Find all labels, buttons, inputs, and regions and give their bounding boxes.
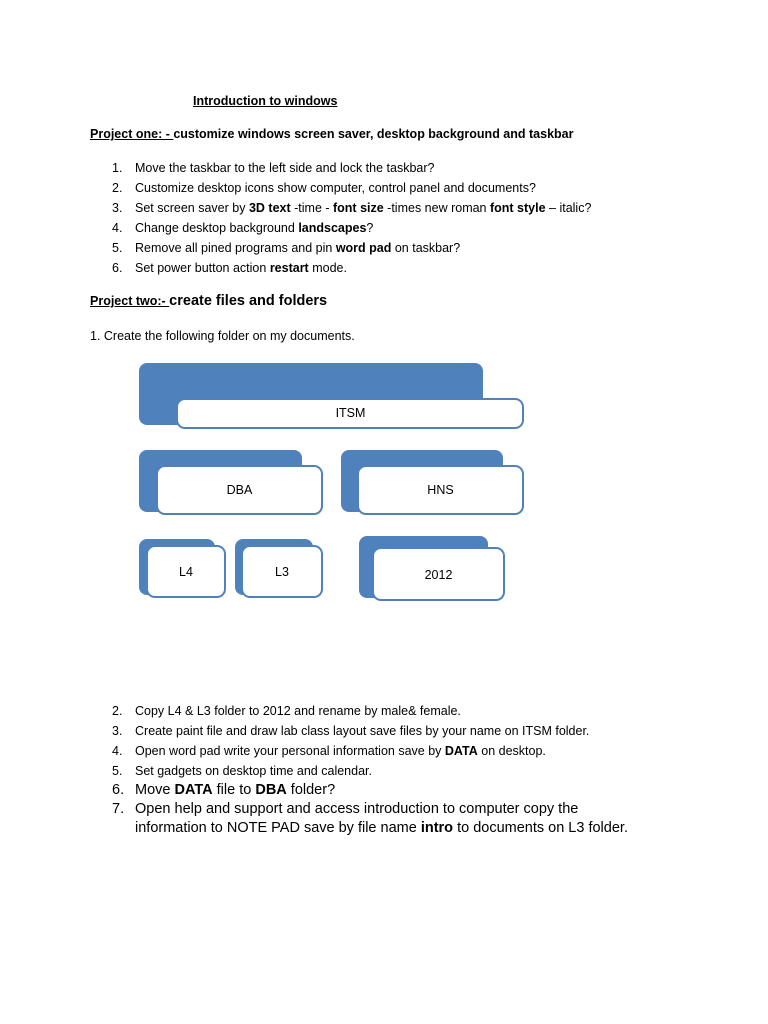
list-item-text: -time - — [290, 201, 333, 215]
folder-label-hns: HNS — [427, 483, 454, 497]
list-item-text: mode. — [308, 261, 347, 275]
list-item-text: information to NOTE PAD save by file name — [135, 820, 421, 836]
list-item-text: file to — [212, 782, 256, 798]
list-item-emphasis: DATA — [444, 744, 478, 758]
folder-label-l3: L3 — [275, 565, 289, 579]
list-item — [90, 741, 628, 761]
list-item-number: 2. — [112, 704, 123, 718]
list-item-number: 6. — [112, 782, 125, 798]
list-item-text: on desktop. — [477, 744, 546, 758]
project-two-task-list — [90, 701, 628, 838]
list-item-emphasis: restart — [269, 261, 309, 275]
list-item — [90, 761, 628, 781]
list-item — [90, 819, 628, 838]
list-item-text: ? — [366, 221, 374, 235]
folder-label-2012: 2012 — [424, 568, 453, 582]
folder-label-itsm: ITSM — [335, 406, 366, 420]
list-item-number: 2. — [112, 181, 123, 195]
list-item-emphasis: landscapes — [298, 221, 367, 235]
list-item-number: 4. — [112, 221, 123, 235]
list-item-text: Remove all pined programs and pin — [135, 241, 336, 255]
list-item-text: Set power button action — [135, 261, 270, 275]
list-item-text: to documents on L3 folder. — [453, 820, 628, 836]
list-item-emphasis: DBA — [255, 782, 287, 798]
list-item — [90, 781, 628, 800]
project-two-text: create files and folders — [169, 293, 328, 309]
list-item-emphasis: font size — [333, 201, 384, 215]
folder-label-dba: DBA — [226, 483, 253, 497]
list-item-text: Open word pad write your personal information save by — [135, 744, 445, 758]
list-item-emphasis: intro — [420, 820, 454, 836]
list-item — [90, 800, 628, 819]
project-one-label: Project one: - — [90, 127, 174, 141]
list-item-number: 5. — [112, 241, 123, 255]
list-item-text: – italic? — [545, 201, 592, 215]
list-item-emphasis: 3D text — [248, 201, 291, 215]
list-item-text: Move — [135, 782, 175, 798]
list-item-number: 6. — [112, 261, 123, 275]
step-one-instruction: 1. Create the following folder on my documents. — [90, 329, 355, 343]
list-item-text: Change desktop background — [135, 221, 299, 235]
list-item — [90, 701, 628, 721]
list-item-text: Set gadgets on desktop time and calendar. — [135, 764, 372, 778]
list-item-emphasis: DATA — [174, 782, 213, 798]
list-item-number: 5. — [112, 764, 123, 778]
list-item-text: Set screen saver by — [135, 201, 249, 215]
project-two-label: Project two:- — [90, 294, 170, 308]
list-item-number: 3. — [112, 724, 123, 738]
list-item-number: 3. — [112, 201, 123, 215]
list-item — [90, 721, 628, 741]
list-item-number: 7. — [112, 801, 125, 817]
list-item-text: Open help and support and access introduction to computer copy the — [135, 801, 579, 817]
list-item-text: Create paint file and draw lab class layout save files by your name on ITSM folder. — [135, 724, 590, 738]
list-item-emphasis: word pad — [335, 241, 392, 255]
list-item-text: folder? — [286, 782, 336, 798]
list-item-text: -times new roman — [383, 201, 490, 215]
list-item-text: Customize desktop icons show computer, control panel and documents? — [135, 181, 536, 195]
list-item-number: 4. — [112, 744, 123, 758]
folder-label-l4: L4 — [179, 565, 193, 579]
list-item-text: Copy L4 & L3 folder to 2012 and rename by male& female. — [135, 704, 461, 718]
page-title: Introduction to windows — [193, 94, 338, 108]
list-item-emphasis: font style — [489, 201, 546, 215]
list-item-text: on taskbar? — [391, 241, 461, 255]
project-one-text: customize windows screen saver, desktop background and taskbar — [173, 127, 574, 141]
list-item-number: 1. — [112, 161, 123, 175]
list-item-text: Move the taskbar to the left side and lock the taskbar? — [135, 161, 435, 175]
